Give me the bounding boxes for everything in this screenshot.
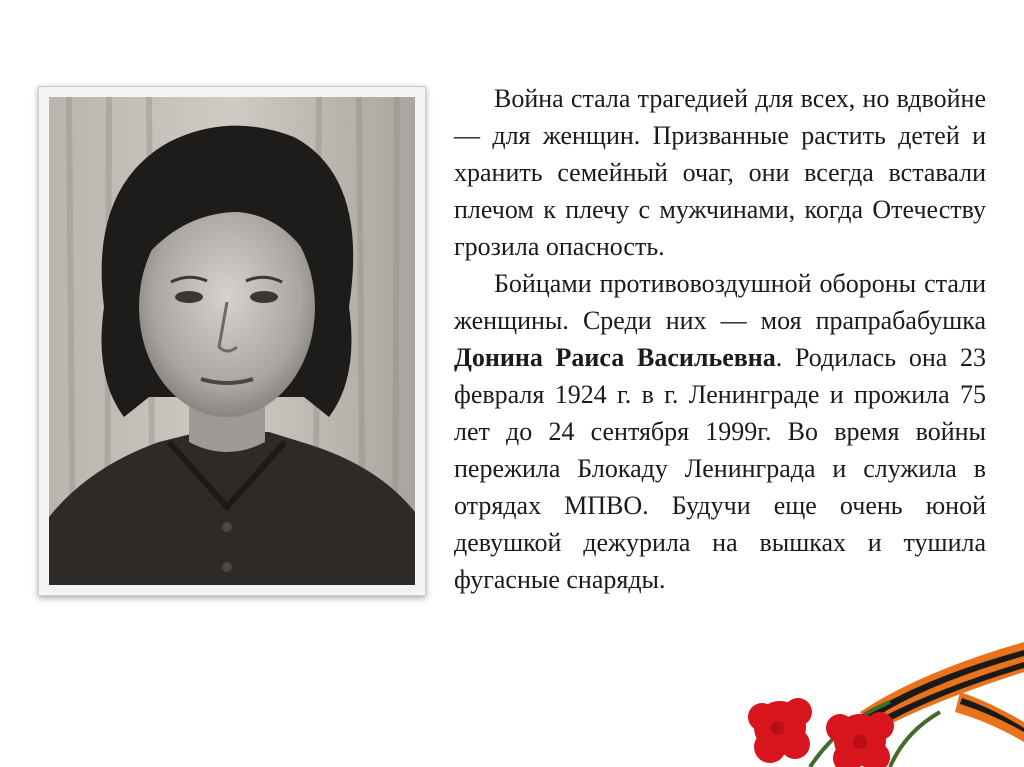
paragraph-biography bbox=[454, 265, 986, 598]
paragraph-intro: Война стала трагедией для всех, но вдвойне — для женщин. Призванные растить детей и хранить семейный очаг, они всегда вставали плечом к плечу с мужчинами, когда Отечеству грозила опасность. bbox=[454, 84, 986, 261]
carnations-ribbon-icon bbox=[740, 632, 1024, 767]
person-name: Донина Раиса Васильевна bbox=[454, 343, 776, 372]
paragraph-biography-start: Бойцами противовоздушной обороны стали женщины. Среди них — моя прапрабабушка bbox=[454, 269, 986, 335]
biography-text bbox=[454, 80, 986, 598]
portrait-photo bbox=[49, 97, 415, 585]
paragraph-biography-end: . Родилась она 23 февраля 1924 г. в г. Ленинграде и прожила 75 лет до 24 сентября 1999г. Во время войны пережила Блокаду Ленинграда и служила в отрядах МПВО. Будучи еще очень юной девушкой дежурила на вышках и тушила фугасные снаряды. bbox=[454, 343, 987, 594]
photo-frame bbox=[38, 86, 426, 596]
